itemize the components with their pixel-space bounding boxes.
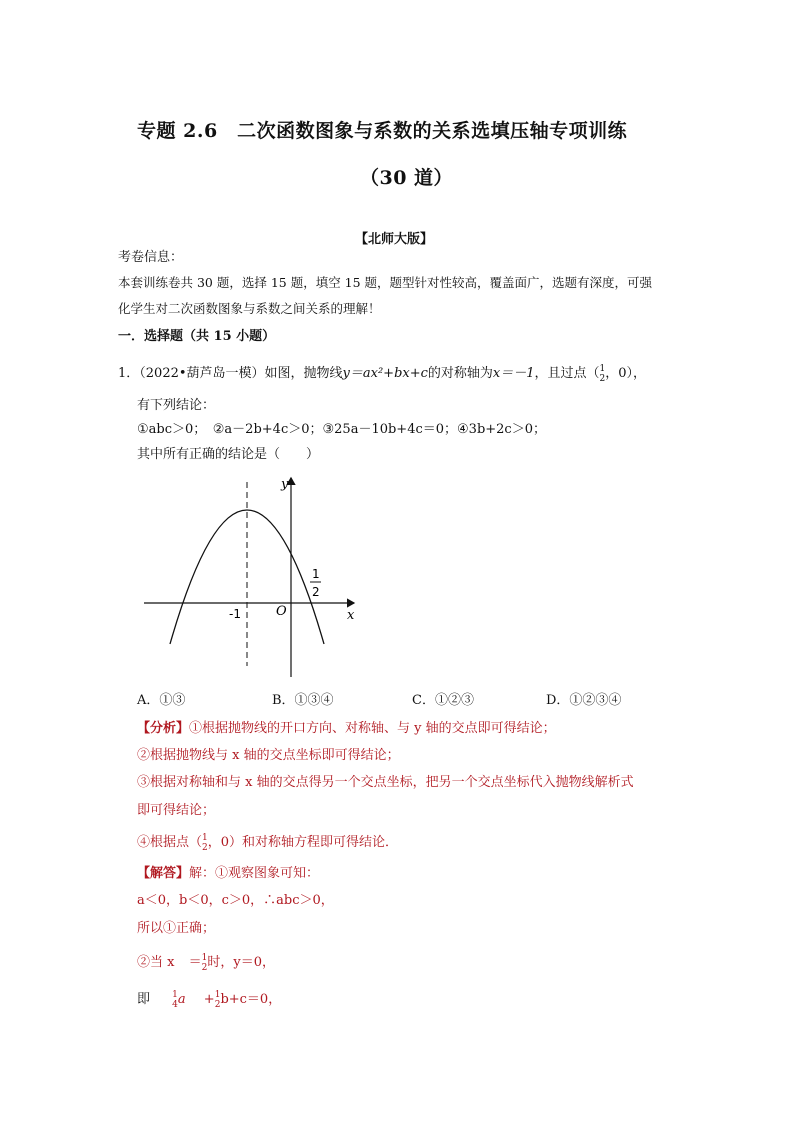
question-text-end: ，且过点（: [534, 366, 600, 381]
analysis-line-3: ③根据对称轴和与 x 轴的交点得另一个交点坐标，把另一个交点坐标代入抛物线解析式: [137, 775, 634, 790]
solution-text-5b: a: [177, 992, 186, 1007]
solution-text-5d: b+c＝0，: [220, 992, 282, 1007]
solution-tag: 【解答】: [137, 866, 190, 881]
y-axis-label: y: [281, 477, 289, 492]
analysis-fraction-den: 2: [202, 842, 208, 853]
half-numerator: 1: [312, 567, 320, 581]
point-fraction-num: 1: [599, 363, 606, 374]
solution-f2-num: 1: [172, 989, 178, 1000]
edition-label: 【北师大版】: [355, 232, 434, 247]
parabola-graph: [130, 470, 370, 685]
analysis-fraction-num: 1: [202, 832, 208, 843]
point-fraction-den: 2: [599, 373, 606, 384]
solution-f2-den: 4: [172, 999, 178, 1010]
analysis-text-1: ①根据抛物线的开口方向、对称轴、与 y 轴的交点即可得结论；: [189, 721, 556, 736]
solution-line-2: a＜0，b＜0，c＞0，∴abc＞0，: [137, 893, 334, 908]
solution-f1-den: 2: [201, 962, 208, 973]
solution-text-1: 解：①观察图象可知：: [189, 866, 320, 881]
option-d[interactable]: D．①②③④: [546, 693, 622, 708]
analysis-line-1: [137, 717, 556, 736]
solution-text-4b: ＝: [188, 955, 202, 970]
solution-text-4a: ②当 x: [137, 955, 175, 970]
origin-label: O: [276, 604, 287, 619]
exam-info-desc-2: 化学生对二次函数图象与系数之间关系的理解！: [118, 301, 381, 316]
question-conclusions: ①abc＞0； ②a－2b+4c＞0；③25a－10b+4c＝0；④3b+2c＞0；: [137, 422, 546, 437]
neg-one-label: -1: [229, 607, 241, 621]
question-source: （2022•葫芦岛一模）如图，抛物线: [139, 366, 343, 381]
solution-f3-den: 2: [214, 999, 221, 1010]
solution-text-4c: 时，y＝0，: [207, 955, 275, 970]
solution-f1-num: 1: [201, 952, 208, 963]
solution-f3-num: 1: [214, 989, 221, 1000]
page-title-count: （30 道）: [360, 167, 454, 189]
analysis-line-4: 即可得结论；: [137, 803, 216, 818]
solution-text-5a: 即: [137, 992, 151, 1007]
question-axis: x＝－1: [492, 366, 535, 381]
solution-line-1: [137, 862, 319, 881]
exam-info-label: 考卷信息：: [118, 250, 184, 265]
solution-line-3: 所以①正确；: [137, 921, 216, 936]
page-title: 专题 2.6 二次函数图象与系数的关系选填压轴专项训练: [137, 120, 628, 142]
half-denominator: 2: [312, 585, 320, 599]
question-number: 1．: [118, 366, 140, 381]
question-text-mid: 的对称轴为: [427, 366, 493, 381]
question-point-end: ，0），: [605, 366, 647, 381]
solution-text-5c: +: [203, 992, 215, 1007]
exam-info-desc-1: 本套训练卷共 30 题，选择 15 题，填空 15 题，题型针对性较高，覆盖面广，选题有深度，可强: [118, 275, 653, 290]
analysis-line-2: ②根据抛物线与 x 轴的交点坐标即可得结论；: [137, 748, 400, 763]
option-a[interactable]: A．①③: [137, 693, 186, 708]
question-equation: y＝ax²+bx+c: [342, 366, 428, 381]
analysis-text-5a: ④根据点（: [137, 835, 203, 850]
question-1-line-1: [118, 362, 646, 384]
analysis-line-5: [137, 831, 398, 853]
solution-line-4: [137, 951, 275, 973]
option-b[interactable]: B．①③④: [272, 693, 334, 708]
section-heading: 一．选择题（共 15 小题）: [118, 329, 276, 344]
x-axis-label: x: [347, 608, 355, 623]
analysis-tag: 【分析】: [137, 721, 190, 736]
solution-line-5: [137, 988, 281, 1010]
question-1-line-2: 有下列结论：: [137, 398, 216, 413]
analysis-text-5b: ，0）和对称轴方程即可得结论．: [207, 835, 399, 850]
question-prompt: 其中所有正确的结论是（ ）: [137, 447, 320, 462]
option-c[interactable]: C．①②③: [412, 693, 474, 708]
